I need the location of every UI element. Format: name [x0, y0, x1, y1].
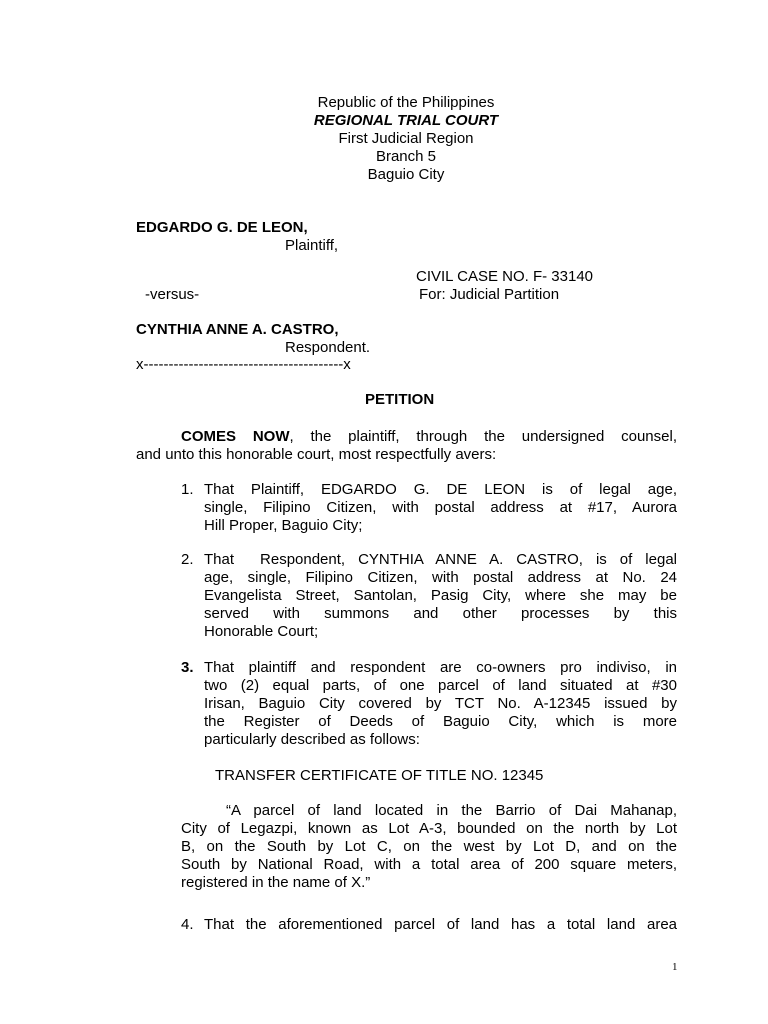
- item-3-line: particularly described as follows:: [204, 731, 420, 748]
- item-2-number: 2.: [181, 551, 194, 568]
- caption-divider: x----------------------------------------x: [136, 356, 351, 373]
- header-court: REGIONAL TRIAL COURT: [313, 112, 499, 129]
- header-republic: Republic of the Philippines: [317, 94, 495, 111]
- tct-line: B, on the South by Lot C, on the west by Lot D, and on the: [181, 838, 677, 855]
- respondent-role: Respondent.: [285, 339, 371, 356]
- item-2-line: served with summons and other processes by this: [204, 605, 677, 622]
- intro-line-1-rest: , the plaintiff, through the undersigned counsel,: [289, 428, 677, 445]
- header-region: First Judicial Region: [338, 130, 474, 147]
- item-1-line: single, Filipino Citizen, with postal address at #17, Aurora: [204, 499, 677, 516]
- item-3-number: 3.: [181, 659, 194, 676]
- document-title: PETITION: [365, 391, 435, 408]
- tct-heading: TRANSFER CERTIFICATE OF TITLE NO. 12345: [215, 767, 544, 784]
- item-3-line: the Register of Deeds of Baguio City, which is more: [204, 713, 677, 730]
- tct-line: registered in the name of X.”: [181, 874, 371, 891]
- item-3-line: Irisan, Baguio City covered by TCT No. A-12345 issued by: [204, 695, 677, 712]
- page-number: 1: [672, 961, 678, 973]
- respondent-name: CYNTHIA ANNE A. CASTRO,: [136, 321, 339, 338]
- item-4-line: That the aforementioned parcel of land has a total land area: [204, 916, 677, 933]
- tct-line: South by National Road, with a total area of 200 square meters,: [181, 856, 677, 873]
- item-2-line: age, single, Filipino Citizen, with postal address at No. 24: [204, 569, 677, 586]
- plaintiff-role: Plaintiff,: [285, 237, 339, 254]
- intro-line-1: [181, 428, 677, 446]
- item-4-number: 4.: [181, 916, 194, 933]
- item-2-line: That Respondent, CYNTHIA ANNE A. CASTRO, is of legal: [204, 551, 677, 568]
- tct-line: City of Legazpi, known as Lot A-3, bounded on the north by Lot: [181, 820, 677, 837]
- item-1-number: 1.: [181, 481, 194, 498]
- item-2-line: Evangelista Street, Santolan, Pasig City, where she may be: [204, 587, 677, 604]
- intro-lead: COMES NOW: [181, 428, 290, 445]
- item-1-line: Hill Proper, Baguio City;: [204, 517, 363, 534]
- item-3-line: two (2) equal parts, of one parcel of land situated at #30: [204, 677, 677, 694]
- plaintiff-name: EDGARDO G. DE LEON,: [136, 219, 308, 236]
- header-city: Baguio City: [367, 166, 445, 183]
- intro-line-2: and unto this honorable court, most respectfully avers:: [136, 446, 497, 463]
- case-number: CIVIL CASE NO. F- 33140: [416, 268, 594, 285]
- item-1-line: That Plaintiff, EDGARDO G. DE LEON is of legal age,: [204, 481, 677, 498]
- header-branch: Branch 5: [375, 148, 437, 165]
- item-2-line: Honorable Court;: [204, 623, 319, 640]
- item-3-line: That plaintiff and respondent are co-owners pro indiviso, in: [204, 659, 677, 676]
- tct-line: “A parcel of land located in the Barrio of Dai Mahanap,: [226, 802, 677, 819]
- versus-label: -versus-: [145, 286, 200, 303]
- case-for: For: Judicial Partition: [419, 286, 560, 303]
